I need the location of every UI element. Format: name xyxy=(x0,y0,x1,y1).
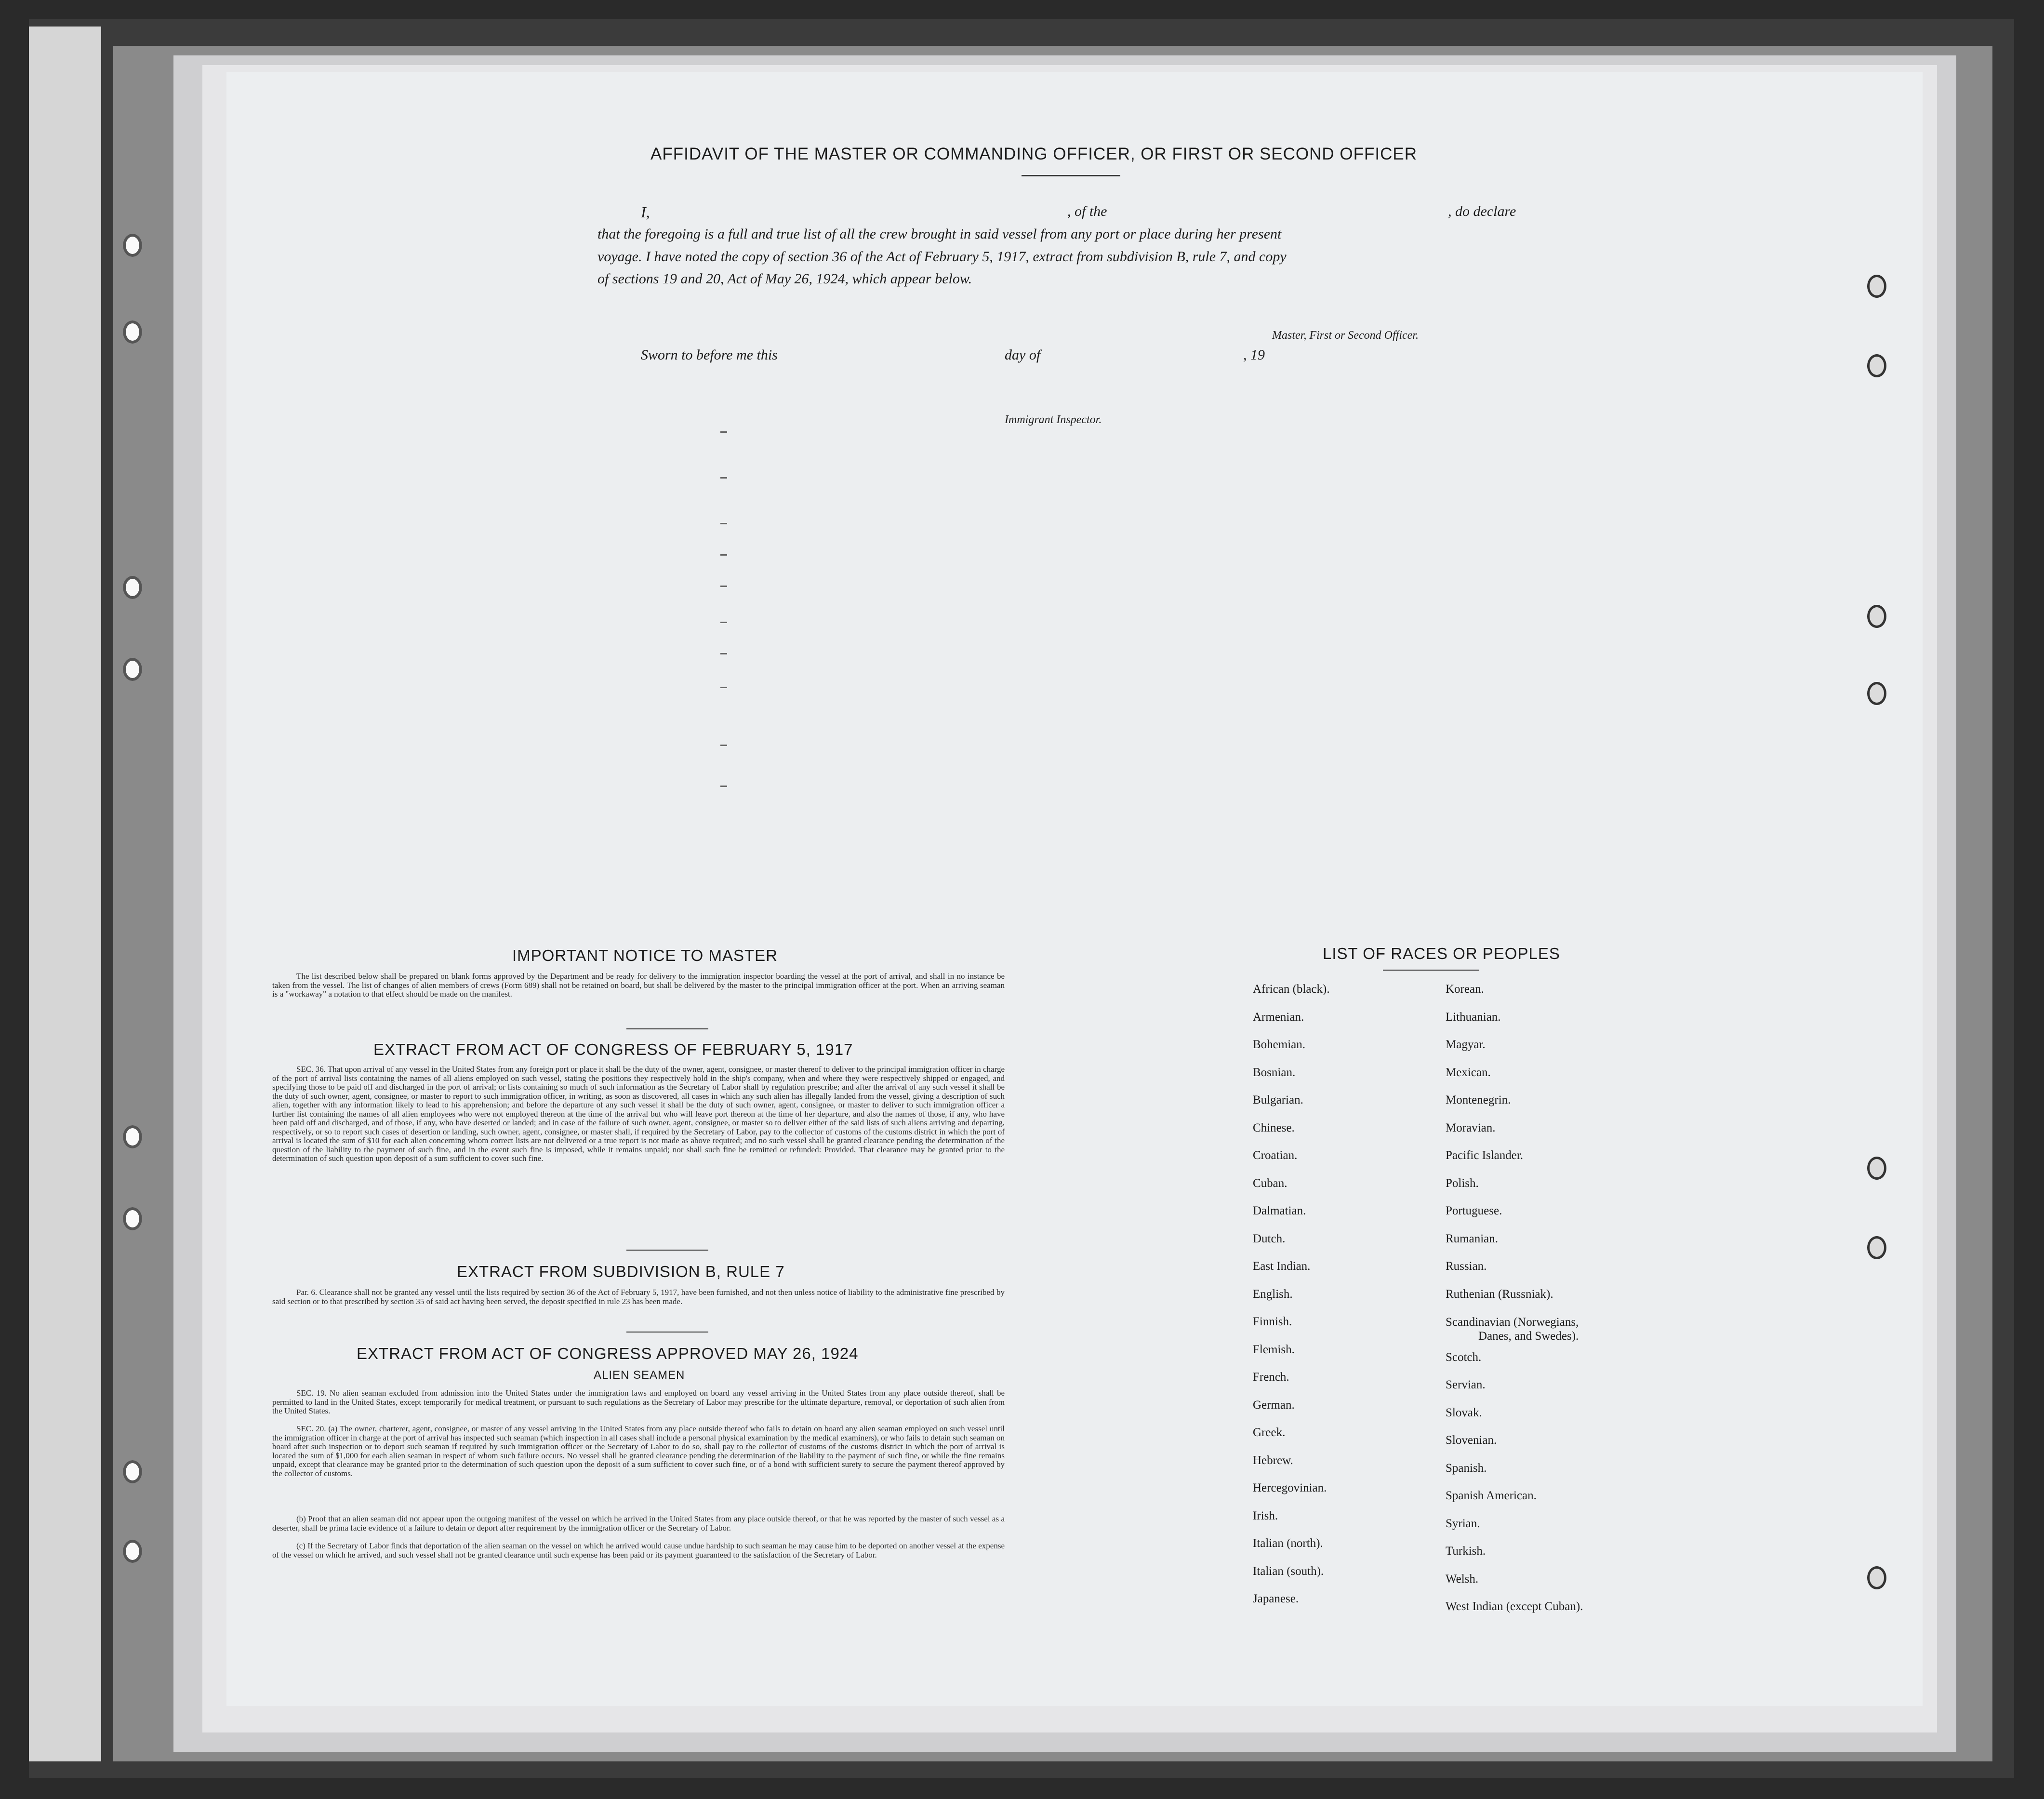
binder-hole xyxy=(1867,605,1886,628)
binder-hole xyxy=(123,1207,142,1230)
race-item: East Indian. xyxy=(1253,1260,1311,1273)
affidavit-line4: of sections 19 and 20, Act of May 26, 1924, which appear below. xyxy=(597,271,972,287)
race-item: Syrian. xyxy=(1446,1517,1480,1530)
race-item: Slovak. xyxy=(1446,1406,1482,1419)
race-item: Flemish. xyxy=(1253,1343,1295,1356)
race-item: Lithuanian. xyxy=(1446,1010,1501,1024)
binder-hole xyxy=(1867,1236,1886,1259)
race-item: Mexican. xyxy=(1446,1066,1491,1079)
margin-tick xyxy=(720,554,727,556)
affidavit-line1-i: I, xyxy=(641,203,650,221)
extract-1924-sec20c: (c) If the Secretary of Labor finds that deportation of the alien seaman on the vessel on which he arrived would cause undue hardship to such seaman he may cause him to be deported on another vessel at the expense of the vessel on which he arrived, and such vessel shall not be granted clearance until such expense has been paid or its payment guaranteed to the satisfaction of the Secretary of Labor. xyxy=(272,1541,1005,1559)
race-item: Magyar. xyxy=(1446,1038,1486,1051)
race-item: Montenegrin. xyxy=(1446,1093,1511,1106)
race-item: Turkish. xyxy=(1446,1545,1486,1558)
binder-hole xyxy=(123,658,142,681)
margin-tick xyxy=(720,745,727,746)
race-item: English. xyxy=(1253,1287,1293,1301)
day-of-label: day of xyxy=(1005,347,1041,363)
section-rule xyxy=(626,1028,708,1029)
race-item: Rumanian. xyxy=(1446,1232,1499,1245)
margin-tick xyxy=(720,687,727,688)
race-item: Portuguese. xyxy=(1446,1204,1502,1217)
affidavit-line3: voyage. I have noted the copy of section 36 of the Act of February 5, 1917, extract from subdivision B, rule 7, and copy xyxy=(597,249,1287,265)
race-item: Ruthenian (Russniak). xyxy=(1446,1287,1553,1301)
race-item: Polish. xyxy=(1446,1176,1479,1190)
extract-1924-sec20a: SEC. 20. (a) The owner, charterer, agent, consignee, or master of any vessel arriving in the United States from any place outside thereof who fails to detain on board any alien seaman employed on such vessel until the immigration officer in charge at the port of arrival has inspected such seaman (which inspection in all cases shall include a personal physical examination by the medical examiners), or who fails to detain such seaman on board after such inspection or to deport such seaman if required by such immigration officer or the Secretary of Labor to do so, shall pay to the collector of customs of the customs district in which the port of arrival is located the sum of $1,000 for each alien seaman in respect of whom such failure occurs. No vessel shall be granted clearance pending the determination of the liability to the payment of such fine, or while the fine remains unpaid, except that clearance may be granted prior to the determination of such question upon the deposit of a sum sufficient to cover such fine, or of a bond with sufficient surety to secure the payment thereof approved by the collector of customs. xyxy=(272,1424,1005,1478)
binder-hole xyxy=(123,234,142,257)
race-item: Bosnian. xyxy=(1253,1066,1296,1079)
margin-tick xyxy=(720,653,727,654)
race-item: Moravian. xyxy=(1446,1121,1496,1134)
race-item: Croatian. xyxy=(1253,1149,1298,1162)
race-item: Dalmatian. xyxy=(1253,1204,1306,1217)
extract-1917-text: SEC. 36. That upon arrival of any vessel in the United States from any foreign port or place it shall be the duty of the owner, agent, consignee, or master thereof to deliver to the principal immigration officer in charge of the port of arrival lists containing the names of all aliens employed on such vessel, stating the positions they respectively hold in the ship's company, when and where they were respectively shipped or engaged, and specifying those to be paid off and discharged in the port of arrival; or lists containing so much of such information as the Secretary of Labor shall by regulation prescribe; and after the arrival of any such vessel it shall be the duty of such owner, agent, consignee, or master to report to such immigration officer, in writing, as soon as discovered, all cases in which any such alien has illegally landed from the vessel, giving a description of such alien, together with any information likely to lead to his apprehension; and before the departure of any such vessel it shall be the duty of such owner, agent, consignee, or master to deliver to such immigration officer a further list containing the names of all alien employees who were not employed thereon at the time of the arrival but who will leave port thereon at the time of her departure, and also the names of those, if any, who have been paid off and discharged, and of those, if any, who have deserted or landed; and in case of the failure of such owner, agent, consignee, or master so to deliver either of the said lists of such aliens arriving and departing, respectively, or so to report such cases of desertion or landing, such owner, agent, consignee, or master shall, if required by the Secretary of Labor, pay to the collector of customs of the customs district in which the port of arrival is located the sum of $10 for each alien concerning whom correct lists are not delivered or a true report is not made as above required; and no such vessel shall be granted clearance pending the determination of the question of the liability to the payment of such fine, and in the event such fine is imposed, while it remains unpaid; nor shall such fine be remitted or refunded: Provided, That clearance may be granted prior to the determination of such question upon deposit of a sum sufficient to cover such fine. xyxy=(272,1065,1005,1163)
extract-1924-sec20b: (b) Proof that an alien seaman did not appear upon the outgoing manifest of the vessel on which he arrived in the United States from any place outside thereof, or that he was reported by the master of such vessel as a deserter, shall be prima facie evidence of a failure to detain or deport after requirement by the immigration officer or the Secretary of Labor. xyxy=(272,1514,1005,1532)
notice-title: IMPORTANT NOTICE TO MASTER xyxy=(512,946,778,964)
race-item: Slovenian. xyxy=(1446,1434,1497,1447)
inspector-signature-label: Immigrant Inspector. xyxy=(1005,413,1102,426)
race-item: Bulgarian. xyxy=(1253,1093,1303,1106)
binder-hole xyxy=(123,576,142,599)
race-item: Italian (north). xyxy=(1253,1537,1323,1550)
race-item: Spanish. xyxy=(1446,1461,1487,1475)
race-item: African (black). xyxy=(1253,983,1330,996)
race-item: Welsh. xyxy=(1446,1572,1479,1586)
affidavit-line1-do-declare: , do declare xyxy=(1448,203,1516,219)
extract-1917-title: EXTRACT FROM ACT OF CONGRESS OF FEBRUARY 5, 1917 xyxy=(373,1040,853,1058)
race-item: Armenian. xyxy=(1253,1010,1304,1024)
affidavit-title: AFFIDAVIT OF THE MASTER OR COMMANDING OFFICER, OR FIRST OR SECOND OFFICER xyxy=(650,145,1418,163)
race-item: French. xyxy=(1253,1371,1289,1384)
races-column-1 xyxy=(1253,975,1330,1613)
race-item: Korean. xyxy=(1446,983,1484,996)
title-rule xyxy=(1022,175,1120,176)
margin-tick xyxy=(720,786,727,787)
race-item: Scandinavian (Norwegians, xyxy=(1446,1316,1579,1329)
section-rule xyxy=(626,1250,708,1251)
binder-hole xyxy=(1867,354,1886,377)
race-item: Chinese. xyxy=(1253,1121,1295,1134)
binder-hole xyxy=(123,1460,142,1483)
race-item: Russian. xyxy=(1446,1260,1487,1273)
rule7-text: Par. 6. Clearance shall not be granted any vessel until the lists required by section 36 of the Act of February 5, 1917, have been furnished, and not then unless notice of liability to the administrative fine prescribed by said section or to that prescribed by section 35 of said act having been served, the deposit specified in rule 23 has been made. xyxy=(272,1288,1005,1306)
extract-1924-title: EXTRACT FROM ACT OF CONGRESS APPROVED MAY 26, 1924 xyxy=(357,1345,859,1362)
race-item: Hercegovinian. xyxy=(1253,1481,1327,1494)
race-item: Irish. xyxy=(1253,1509,1278,1522)
race-item: Greek. xyxy=(1253,1426,1286,1439)
race-item: German. xyxy=(1253,1398,1295,1412)
margin-tick xyxy=(720,431,727,433)
race-item: Japanese. xyxy=(1253,1592,1299,1605)
rule7-title: EXTRACT FROM SUBDIVISION B, RULE 7 xyxy=(457,1263,785,1280)
alien-seamen-subtitle: ALIEN SEAMEN xyxy=(594,1369,685,1382)
race-item: Italian (south). xyxy=(1253,1564,1324,1578)
race-item: Finnish. xyxy=(1253,1315,1292,1328)
race-item: Hebrew. xyxy=(1253,1453,1293,1467)
race-item: Dutch. xyxy=(1253,1232,1286,1245)
races-title: LIST OF RACES OR PEOPLES xyxy=(1323,945,1560,962)
margin-tick xyxy=(720,477,727,479)
binder-hole xyxy=(1867,275,1886,298)
year-label: , 19 xyxy=(1243,347,1265,363)
race-item: Spanish American. xyxy=(1446,1489,1537,1502)
section-rule xyxy=(626,1332,708,1333)
races-column-2 xyxy=(1446,975,1583,1621)
extract-1924-sec19: SEC. 19. No alien seaman excluded from admission into the United States under the immigration laws and employed on board any vessel arriving in the United States from any place outside thereof, shall be permitted to land in the United States, except temporarily for medical treatment, or pursuant to such regulations as the Secretary of Labor may prescribe for the ultimate departure, removal, or deportation of such alien from the United States. xyxy=(272,1388,1005,1415)
race-item: West Indian (except Cuban). xyxy=(1446,1600,1583,1613)
notice-text: The list described below shall be prepared on blank forms approved by the Department and be ready for delivery to the immigration inspector boarding the vessel at the port of arrival, and shall in no instance be taken from the vessel. The list of changes of alien members of crews (Form 689) shall not be retained on board, but shall be delivered by the master to the principal immigration officer at the port. When an arriving seaman is a "workaway" a notation to that effect should be made on the manifest. xyxy=(272,972,1005,999)
margin-tick xyxy=(720,523,727,524)
binder-hole xyxy=(123,1540,142,1563)
affidavit-line1-of-the: , of the xyxy=(1067,203,1107,219)
binder-hole xyxy=(123,1125,142,1148)
sworn-label: Sworn to before me this xyxy=(641,347,778,363)
left-margin-strip xyxy=(29,27,101,1761)
races-title-rule xyxy=(1383,970,1479,971)
binder-hole xyxy=(1867,682,1886,705)
margin-tick xyxy=(720,586,727,587)
race-item: Scotch. xyxy=(1446,1350,1482,1364)
race-item: Bohemian. xyxy=(1253,1038,1306,1051)
affidavit-line2: that the foregoing is a full and true list of all the crew brought in said vessel from any port or place during her present xyxy=(597,226,1282,242)
race-item-continuation: Danes, and Swedes). xyxy=(1478,1330,1579,1343)
binder-hole xyxy=(1867,1566,1886,1589)
race-item: Cuban. xyxy=(1253,1176,1287,1190)
master-signature-label: Master, First or Second Officer. xyxy=(1272,329,1419,342)
binder-hole xyxy=(123,320,142,344)
binder-hole xyxy=(1867,1157,1886,1180)
race-item: Servian. xyxy=(1446,1378,1486,1391)
race-item: Pacific Islander. xyxy=(1446,1149,1524,1162)
margin-tick xyxy=(720,622,727,623)
